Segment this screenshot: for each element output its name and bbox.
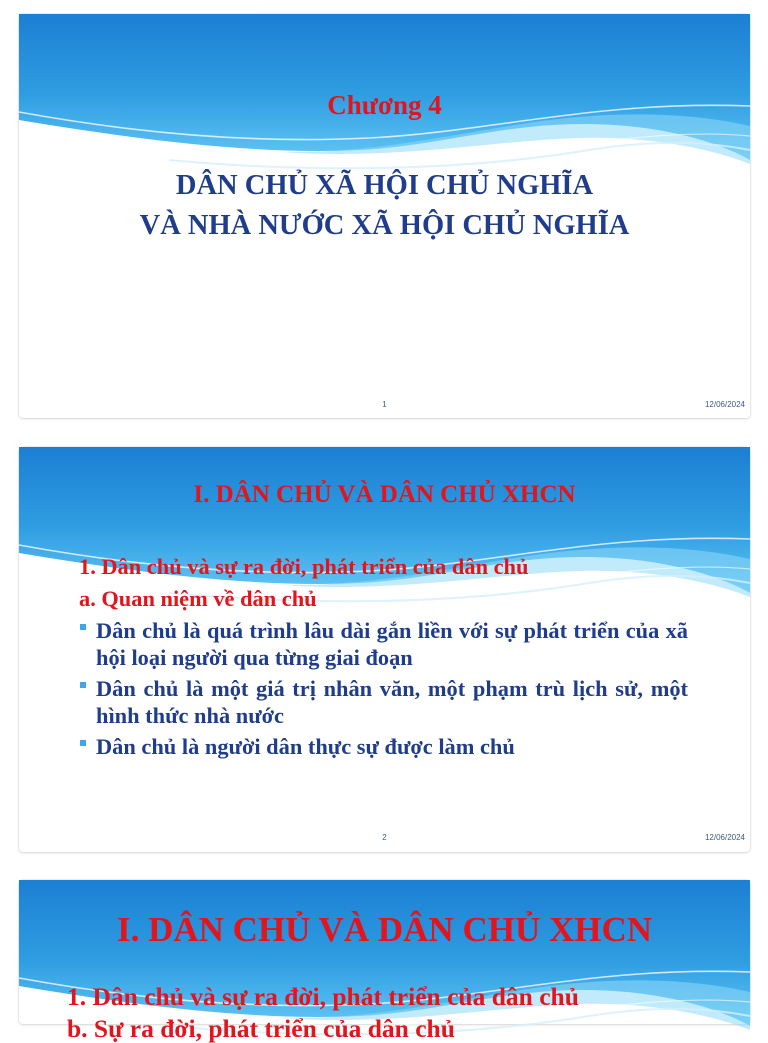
slide-title-line-1: DÂN CHỦ XÃ HỘI CHỦ NGHĨA	[175, 170, 594, 201]
bullet-square-icon	[80, 624, 86, 630]
section-subheading: a. Quan niệm về dân chủ	[79, 586, 317, 611]
slide-2	[19, 447, 750, 852]
section-subheading: b. Sự ra đời, phát triển của dân chủ	[67, 1014, 455, 1043]
list-item	[80, 675, 688, 729]
bullet-square-icon	[80, 682, 86, 688]
slide-title-line-2: VÀ NHÀ NƯỚC XÃ HỘI CHỦ NGHĨA	[139, 210, 630, 241]
slide-title: I. DÂN CHỦ VÀ DÂN CHỦ XHCN	[193, 481, 576, 508]
slide-title: I. DÂN CHỦ VÀ DÂN CHỦ XHCN	[116, 910, 653, 949]
slide-3	[19, 880, 750, 1043]
bullet-text: Dân chủ là người dân thực sự được làm chủ	[96, 734, 515, 759]
section-heading: 1. Dân chủ và sự ra đời, phát triển của dân chủ	[67, 982, 579, 1011]
bullet-square-icon	[80, 740, 86, 746]
slide-1	[19, 14, 750, 418]
slide-number: 2	[382, 833, 387, 842]
list-item	[80, 617, 688, 671]
slide-date: 12/06/2024	[704, 833, 745, 842]
slide-date: 12/06/2024	[704, 400, 745, 409]
bullet-text: Dân chủ là quá trình lâu dài gắn liền với sự phát triển của xã hội loại người qua từng giai đoạn	[96, 618, 688, 670]
bullet-list	[80, 617, 688, 760]
slide-number: 1	[382, 400, 387, 409]
bullet-text: Dân chủ là một giá trị nhân văn, một phạm trù lịch sử, một hình thức nhà nước	[96, 676, 688, 728]
chapter-label: Chương 4	[327, 90, 442, 120]
slide-title	[19, 166, 750, 246]
list-item	[80, 733, 688, 760]
section-heading: 1. Dân chủ và sự ra đời, phát triển của dân chủ	[79, 554, 529, 579]
